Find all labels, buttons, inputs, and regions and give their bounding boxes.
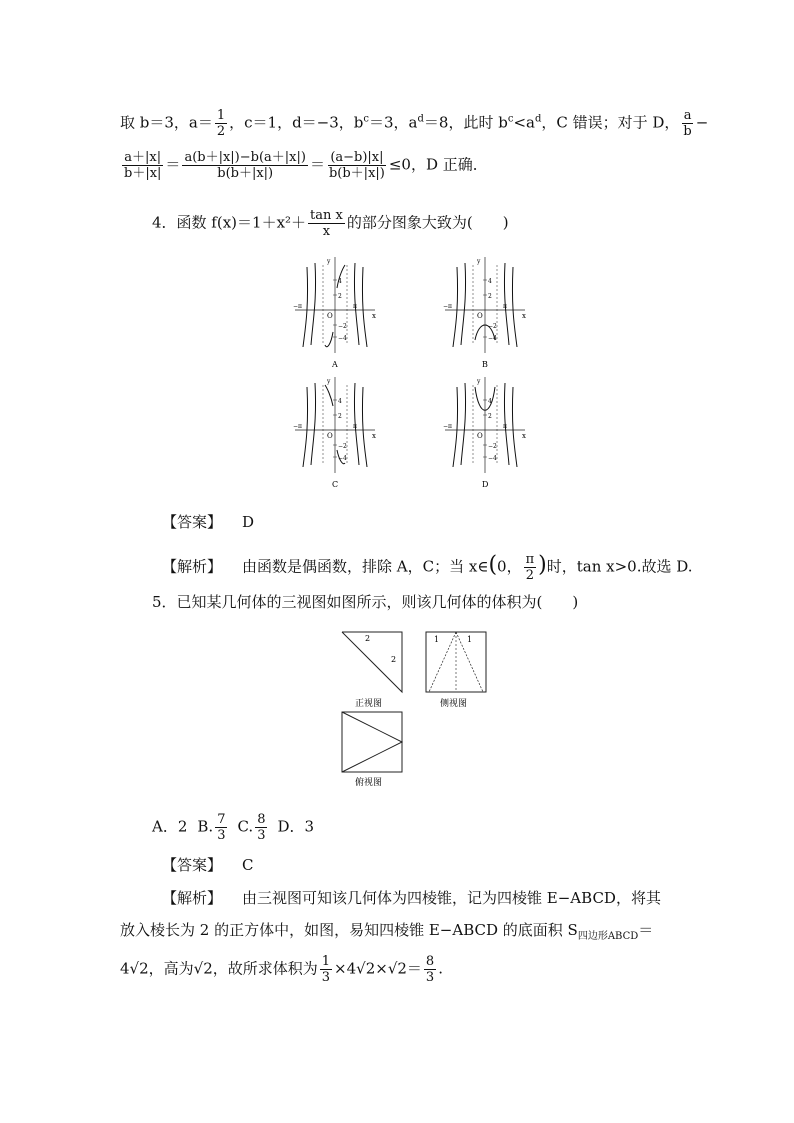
question-4 [152, 208, 509, 239]
y-axis-label: y [327, 378, 331, 385]
y-tick-label: −4 [338, 455, 347, 462]
frac-den: x [322, 224, 331, 239]
paren: ) [538, 552, 547, 578]
three-views-svg [335, 628, 495, 788]
fraction-c [255, 812, 267, 843]
y-tick-label: −2 [338, 323, 347, 330]
explanation-tag: 【解析】 [162, 557, 223, 576]
frac-den: 3 [425, 970, 435, 985]
curve-branch [461, 383, 466, 465]
explanation-5-line-1 [162, 888, 661, 908]
y-axis-label: y [327, 258, 331, 265]
x-tick-pi: π [353, 423, 357, 430]
top-view [342, 712, 402, 788]
x-tick-pi: π [503, 303, 507, 310]
y-tick-label: −2 [338, 443, 347, 450]
frac-den: b [683, 124, 692, 139]
frac-den: 2 [216, 124, 226, 139]
text-seg: 的部分图象大致为( ) [346, 213, 509, 232]
side-caption: 侧视图 [440, 699, 468, 709]
curve-branch [325, 332, 333, 347]
text-seg: ，C 错误；对于 D， [541, 113, 680, 132]
x-tick-neg-pi: −π [443, 423, 452, 430]
fraction-3 [327, 150, 387, 181]
y-tick-label: 2 [338, 293, 342, 300]
sup: d [534, 113, 542, 125]
choice-b: B. [197, 817, 214, 836]
y-tick-label: −4 [488, 455, 497, 462]
graphs-figure [290, 255, 530, 495]
x-tick-neg-pi: −π [443, 303, 452, 310]
solution-line-2 [120, 150, 488, 181]
fraction-2 [182, 150, 308, 181]
explanation-4 [162, 552, 693, 583]
frac-den: b(b＋|x|) [328, 166, 385, 181]
curve-branch [303, 267, 308, 347]
text-seg: ，c＝1，d＝−3，b [229, 113, 364, 132]
x-axis-label: x [522, 312, 526, 320]
curve-branch [311, 263, 316, 345]
text-seg: 4√2，高为√2，故所求体积为 [120, 959, 318, 978]
top-view-triangle [342, 712, 402, 772]
y-tick-label: 2 [488, 293, 492, 300]
paren: ( [488, 552, 498, 578]
text-seg: 时，tan x>0.故选 D. [546, 557, 693, 576]
q4-graphs [290, 255, 530, 495]
y-tick-label: 4 [488, 278, 492, 285]
text-seg: 放入棱长为 2 的正方体中，如图，易知四棱锥 E−ABCD 的底面积 S [120, 921, 578, 939]
origin-label: O [477, 432, 483, 440]
answer-tag: 【答案】 [162, 856, 223, 874]
text-seg: ＝3，a [369, 113, 418, 132]
side-view [426, 632, 486, 709]
choice-c: C. [237, 817, 254, 836]
frac-num: 8 [425, 954, 435, 969]
y-tick-label: 4 [338, 278, 342, 285]
x-axis-label: x [372, 312, 376, 320]
frac-num: 7 [217, 812, 226, 827]
choices-5 [152, 812, 314, 843]
subscript: 四边形ABCD [577, 931, 639, 942]
sup: c [507, 113, 514, 125]
text-seg: ≤0，D 正确． [388, 155, 488, 174]
origin-label: O [327, 432, 333, 440]
curve-branch [362, 387, 367, 467]
explanation-5-line-2 [120, 920, 653, 947]
text-seg: 取 b＝3，a＝ [120, 113, 213, 132]
fraction-a [215, 108, 227, 139]
frac-num: 1 [321, 954, 331, 969]
sup: c [363, 113, 370, 125]
curve-branch [303, 387, 308, 467]
sup: d [417, 113, 424, 125]
fraction-tanx [308, 208, 345, 239]
choice-d: D．3 [277, 817, 315, 836]
curve-branch [311, 383, 316, 465]
curve-branch [512, 387, 517, 467]
frac-den: b(b＋|x|) [217, 166, 274, 181]
fraction-1 [122, 150, 163, 181]
frac-den: b＋|x| [124, 166, 162, 181]
frac-num: tan x [310, 208, 343, 223]
frac-den: 3 [217, 828, 226, 843]
text-seg: − [695, 113, 709, 132]
front-label-side: 2 [391, 655, 397, 664]
answer-value: D [242, 513, 255, 531]
graph-label-B: B [482, 360, 488, 369]
frac-num: a＋|x| [124, 150, 162, 165]
frac-num: π [525, 552, 535, 567]
front-view [342, 632, 402, 709]
text-seg: 0， [497, 557, 522, 576]
y-axis-label: y [477, 258, 481, 265]
frac-den: 3 [321, 970, 331, 985]
text-seg: ×4√2×√2＝ [334, 959, 422, 978]
curve-branch [453, 267, 458, 347]
answer-value: C [242, 856, 254, 874]
x-axis-label: x [522, 432, 526, 440]
text-seg: ＝ [309, 155, 325, 174]
fraction-8-3 [424, 954, 436, 985]
top-caption: 俯视图 [355, 778, 383, 788]
y-tick-label: −4 [338, 335, 347, 342]
text-seg: 由函数是偶函数，排除 A，C；当 x∈ [242, 557, 489, 576]
text-seg: ＝8，此时 b [423, 113, 508, 132]
text-seg: 4．函数 f(x)＝1＋x²＋ [152, 213, 307, 232]
y-axis-label: y [477, 378, 481, 385]
frac-num: a [683, 108, 692, 123]
answer-4 [162, 512, 254, 532]
frac-den: 2 [525, 568, 534, 583]
x-axis-label: x [372, 432, 376, 440]
question-text: 5．已知某几何体的三视图如图所示，则该几何体的体积为( ) [152, 593, 579, 611]
fraction-1-3 [320, 954, 332, 985]
curve-branch [461, 263, 466, 345]
question-5 [152, 592, 578, 612]
y-tick-label: 2 [338, 413, 342, 420]
choice-a: A．2 [152, 817, 188, 836]
y-tick-label: −2 [488, 443, 497, 450]
frac-num: 1 [216, 108, 226, 123]
frac-num: 8 [257, 812, 266, 827]
fraction-ab [681, 108, 693, 139]
curve-branch [325, 385, 333, 406]
graph-label-C: C [332, 480, 339, 489]
front-label-top: 2 [365, 634, 371, 643]
frac-den: 3 [257, 828, 266, 843]
side-label-right: 1 [467, 635, 473, 644]
three-views-figure [335, 628, 495, 788]
solution-line-1 [120, 108, 708, 139]
top-view-square [342, 712, 402, 772]
explanation-5-line-3 [120, 954, 443, 985]
x-tick-pi: π [503, 423, 507, 430]
y-tick-label: −4 [488, 335, 497, 342]
fraction-pi2 [524, 552, 537, 583]
x-tick-pi: π [353, 303, 357, 310]
frac-num: (a−b)|x| [330, 150, 384, 165]
y-tick-label: 2 [488, 413, 492, 420]
explanation-tag: 【解析】 [162, 889, 223, 907]
text-seg: . [438, 959, 443, 978]
graph-label-D: D [482, 480, 489, 489]
curve-branch [362, 267, 367, 347]
text-seg: 由三视图可知该几何体为四棱锥，记为四棱锥 E−ABCD，将其 [242, 889, 661, 907]
text-seg: ＝ [165, 155, 181, 174]
graph-label-A: A [332, 360, 338, 369]
y-tick-label: −2 [488, 323, 497, 330]
fraction-b [215, 812, 227, 843]
x-tick-neg-pi: −π [293, 423, 302, 430]
origin-label: O [477, 312, 483, 320]
text-seg: ＝ [638, 921, 654, 939]
front-caption: 正视图 [355, 699, 383, 709]
y-tick-label: 4 [488, 398, 492, 405]
answer-tag: 【答案】 [162, 513, 223, 531]
side-label-left: 1 [434, 635, 440, 644]
origin-label: O [327, 312, 333, 320]
y-tick-label: 4 [338, 398, 342, 405]
x-tick-neg-pi: −π [293, 303, 302, 310]
text-seg: <a [513, 113, 535, 132]
answer-5 [162, 855, 254, 875]
curve-branch [453, 387, 458, 467]
curve-branch [512, 267, 517, 347]
frac-num: a(b＋|x|)−b(a＋|x|) [184, 150, 306, 165]
